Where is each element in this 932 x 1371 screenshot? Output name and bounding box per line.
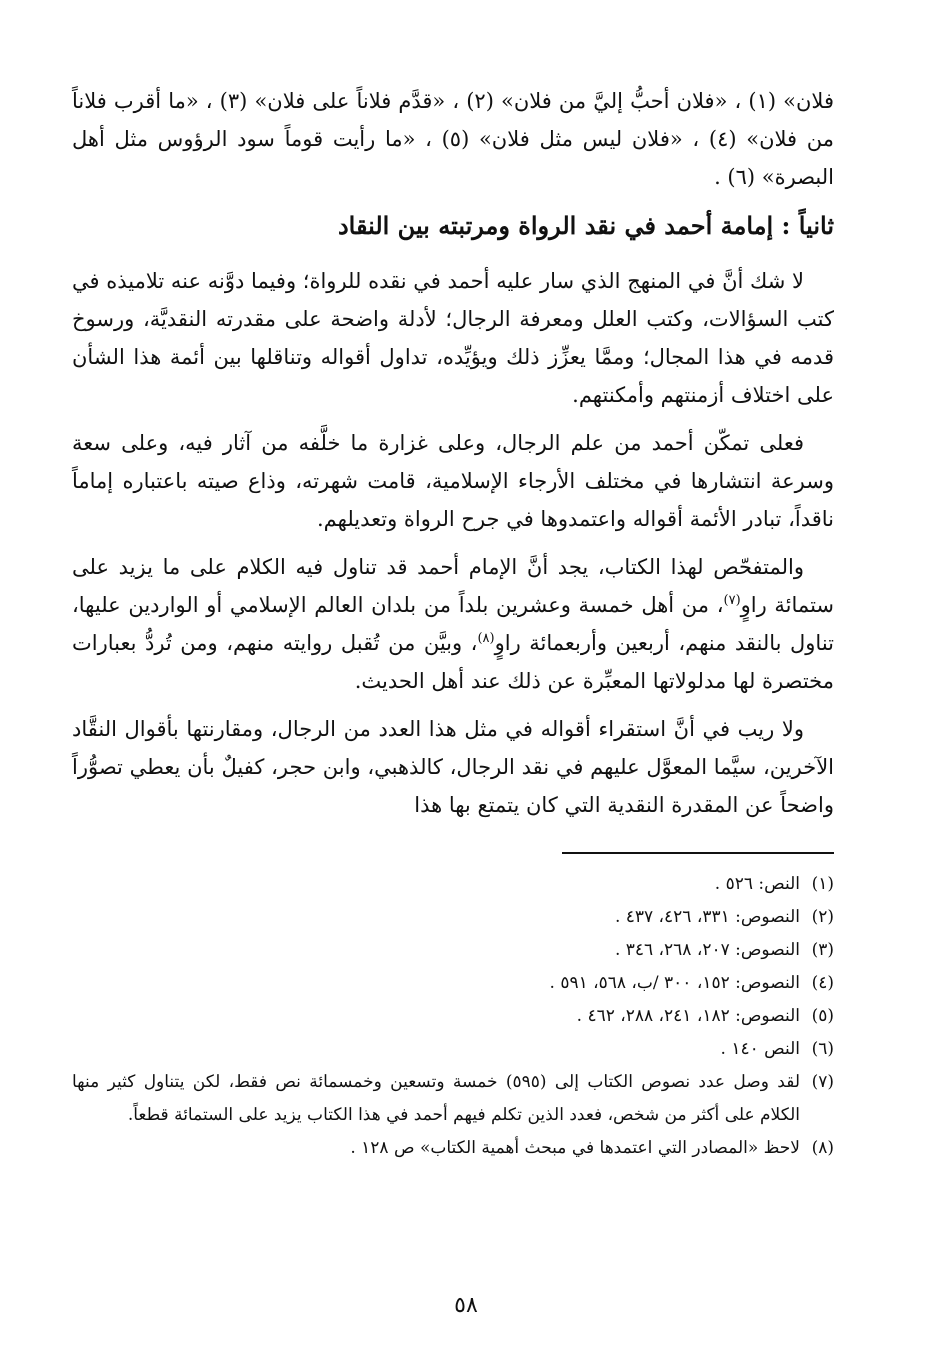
footnote-4 bbox=[72, 967, 834, 1000]
footnote-6 bbox=[72, 1033, 834, 1066]
footnote-1 bbox=[72, 868, 834, 901]
footnote-ref-8[interactable]: (٨) bbox=[477, 631, 495, 646]
footnote-text: النصوص: ١٥٢، ٣٠٠ /ب، ٥٦٨، ٥٩١ . bbox=[549, 973, 800, 993]
paragraph-3: فعلى تمكّن أحمد من علم الرجال، وعلى غزارة ما خلَّفه من آثار فيه، وعلى سعة وسرعة انتشارها في مختلف الأرجاء الإسلامية، قامت شهرته، وذاع صيته باعتباره إماماً ناقداً، تبادر الأئمة أقواله واعتمدوها في جرح الرواة وتعديلهم. bbox=[72, 431, 834, 531]
paragraph-4-part-b: ، من أهل خمسة وعشرين بلداً من بلدان العالم الإسلامي أو الواردين عليها، تناول بالنقد منهم، أربعين وأربعمائة راوٍ bbox=[72, 593, 835, 655]
footnote-number: (٧) bbox=[811, 1072, 834, 1092]
section-heading: ثانياً : إمامة أحمد في نقد الرواة ومرتبته بين النقاد bbox=[337, 211, 834, 240]
paragraph-2: لا شك أنَّ في المنهج الذي سار عليه أحمد في نقده للرواة؛ وفيما دوَّنه عنه تلاميذه في كتب السؤالات، وكتب العلل ومعرفة الرجال؛ لأدلة واضحة على مقدرته النقديَّة، ورسوخ قدمه في هذا المجال؛ وممَّا يعزِّز ذلك ويؤيِّده، تداول أقواله وتناقلها بين أئمة هذا الشأن على اختلاف أزمنتهم وأمكنتهم. bbox=[72, 269, 834, 407]
footnote-separator-wrap bbox=[72, 834, 834, 868]
paragraph-5: ولا ريب في أنَّ استقراء أقواله في مثل هذا العدد من الرجال، ومقارنتها بأقوال النقَّاد الآخرين، سيَّما المعوَّل عليهم في نقد الرجال، كالذهبي، وابن حجر، كفيلٌ بأن يعطي تصوُّراً واضحاً عن المقدرة النقدية التي كان يتمتع بها هذا bbox=[72, 717, 835, 817]
footnote-number: (٤) bbox=[811, 973, 834, 993]
footnote-text: النصوص: ٣٣١، ٤٢٦، ٤٣٧ . bbox=[614, 907, 800, 927]
footnote-8 bbox=[72, 1132, 834, 1165]
paragraph-1: فلان» (١) ، «فلان أحبُّ إليَّ من فلان» (٢) ، «قدَّم فلاناً على فلان» (٣) ، «ما أقرب فلاناً من فلان» (٤) ، «فلان ليس مثل فلان» (٥) ، «ما رأيت قوماً سود الرؤوس مثل أهل البصرة» (٦) . bbox=[72, 89, 834, 189]
footnotes bbox=[72, 868, 834, 1165]
footnote-number: (٦) bbox=[811, 1039, 834, 1059]
page-number: ٥٨ bbox=[454, 1293, 478, 1318]
footnote-text: لاحظ «المصادر التي اعتمدها في مبحث أهمية الكتاب» ص ١٢٨ . bbox=[350, 1138, 800, 1158]
footnote-number: (٢) bbox=[811, 907, 834, 927]
paragraph-4-part-c: ، وبيَّن من تُقبل روايته منهم، ومن تُردُّ بعبارات مختصرة لها مدلولاتها المعبِّرة عن ذلك عند أهل الحديث. bbox=[72, 631, 834, 693]
footnote-text: النصوص: ٢٠٧، ٢٦٨، ٣٤٦ . bbox=[614, 940, 800, 960]
footnote-number: (٥) bbox=[811, 1006, 834, 1026]
footnote-ref-7[interactable]: (٧) bbox=[723, 593, 741, 608]
footnote-separator bbox=[562, 852, 834, 854]
paragraph-4-part-a: والمتفحّص لهذا الكتاب، يجد أنَّ الإمام أحمد قد تناول فيه الكلام على ما يزيد على ستمائة راوٍ bbox=[72, 555, 835, 617]
paragraph-4 bbox=[72, 548, 834, 700]
footnote-2 bbox=[72, 901, 834, 934]
footnote-number: (٣) bbox=[811, 940, 834, 960]
footnote-text: لقد وصل عدد نصوص الكتاب إلى (٥٩٥) خمسة وتسعين وخمسمائة نص فقط، لكن يتناول كثير منها الكلام على أكثر من شخص، فعدد الذين تكلم فيهم أحمد في هذا الكتاب يزيد على الستمائة قطعاً. bbox=[72, 1072, 800, 1125]
footnote-number: (١) bbox=[811, 874, 834, 894]
footnote-number: (٨) bbox=[811, 1138, 834, 1158]
footnote-7 bbox=[72, 1066, 834, 1132]
footnote-3 bbox=[72, 934, 834, 967]
footnote-5 bbox=[72, 1000, 834, 1033]
footnote-text: النصوص: ١٨٢، ٢٤١، ٢٨٨، ٤٦٢ . bbox=[576, 1006, 800, 1026]
footnote-text: النص ١٤٠ . bbox=[720, 1039, 800, 1059]
footnote-text: النص: ٥٢٦ . bbox=[714, 874, 800, 894]
